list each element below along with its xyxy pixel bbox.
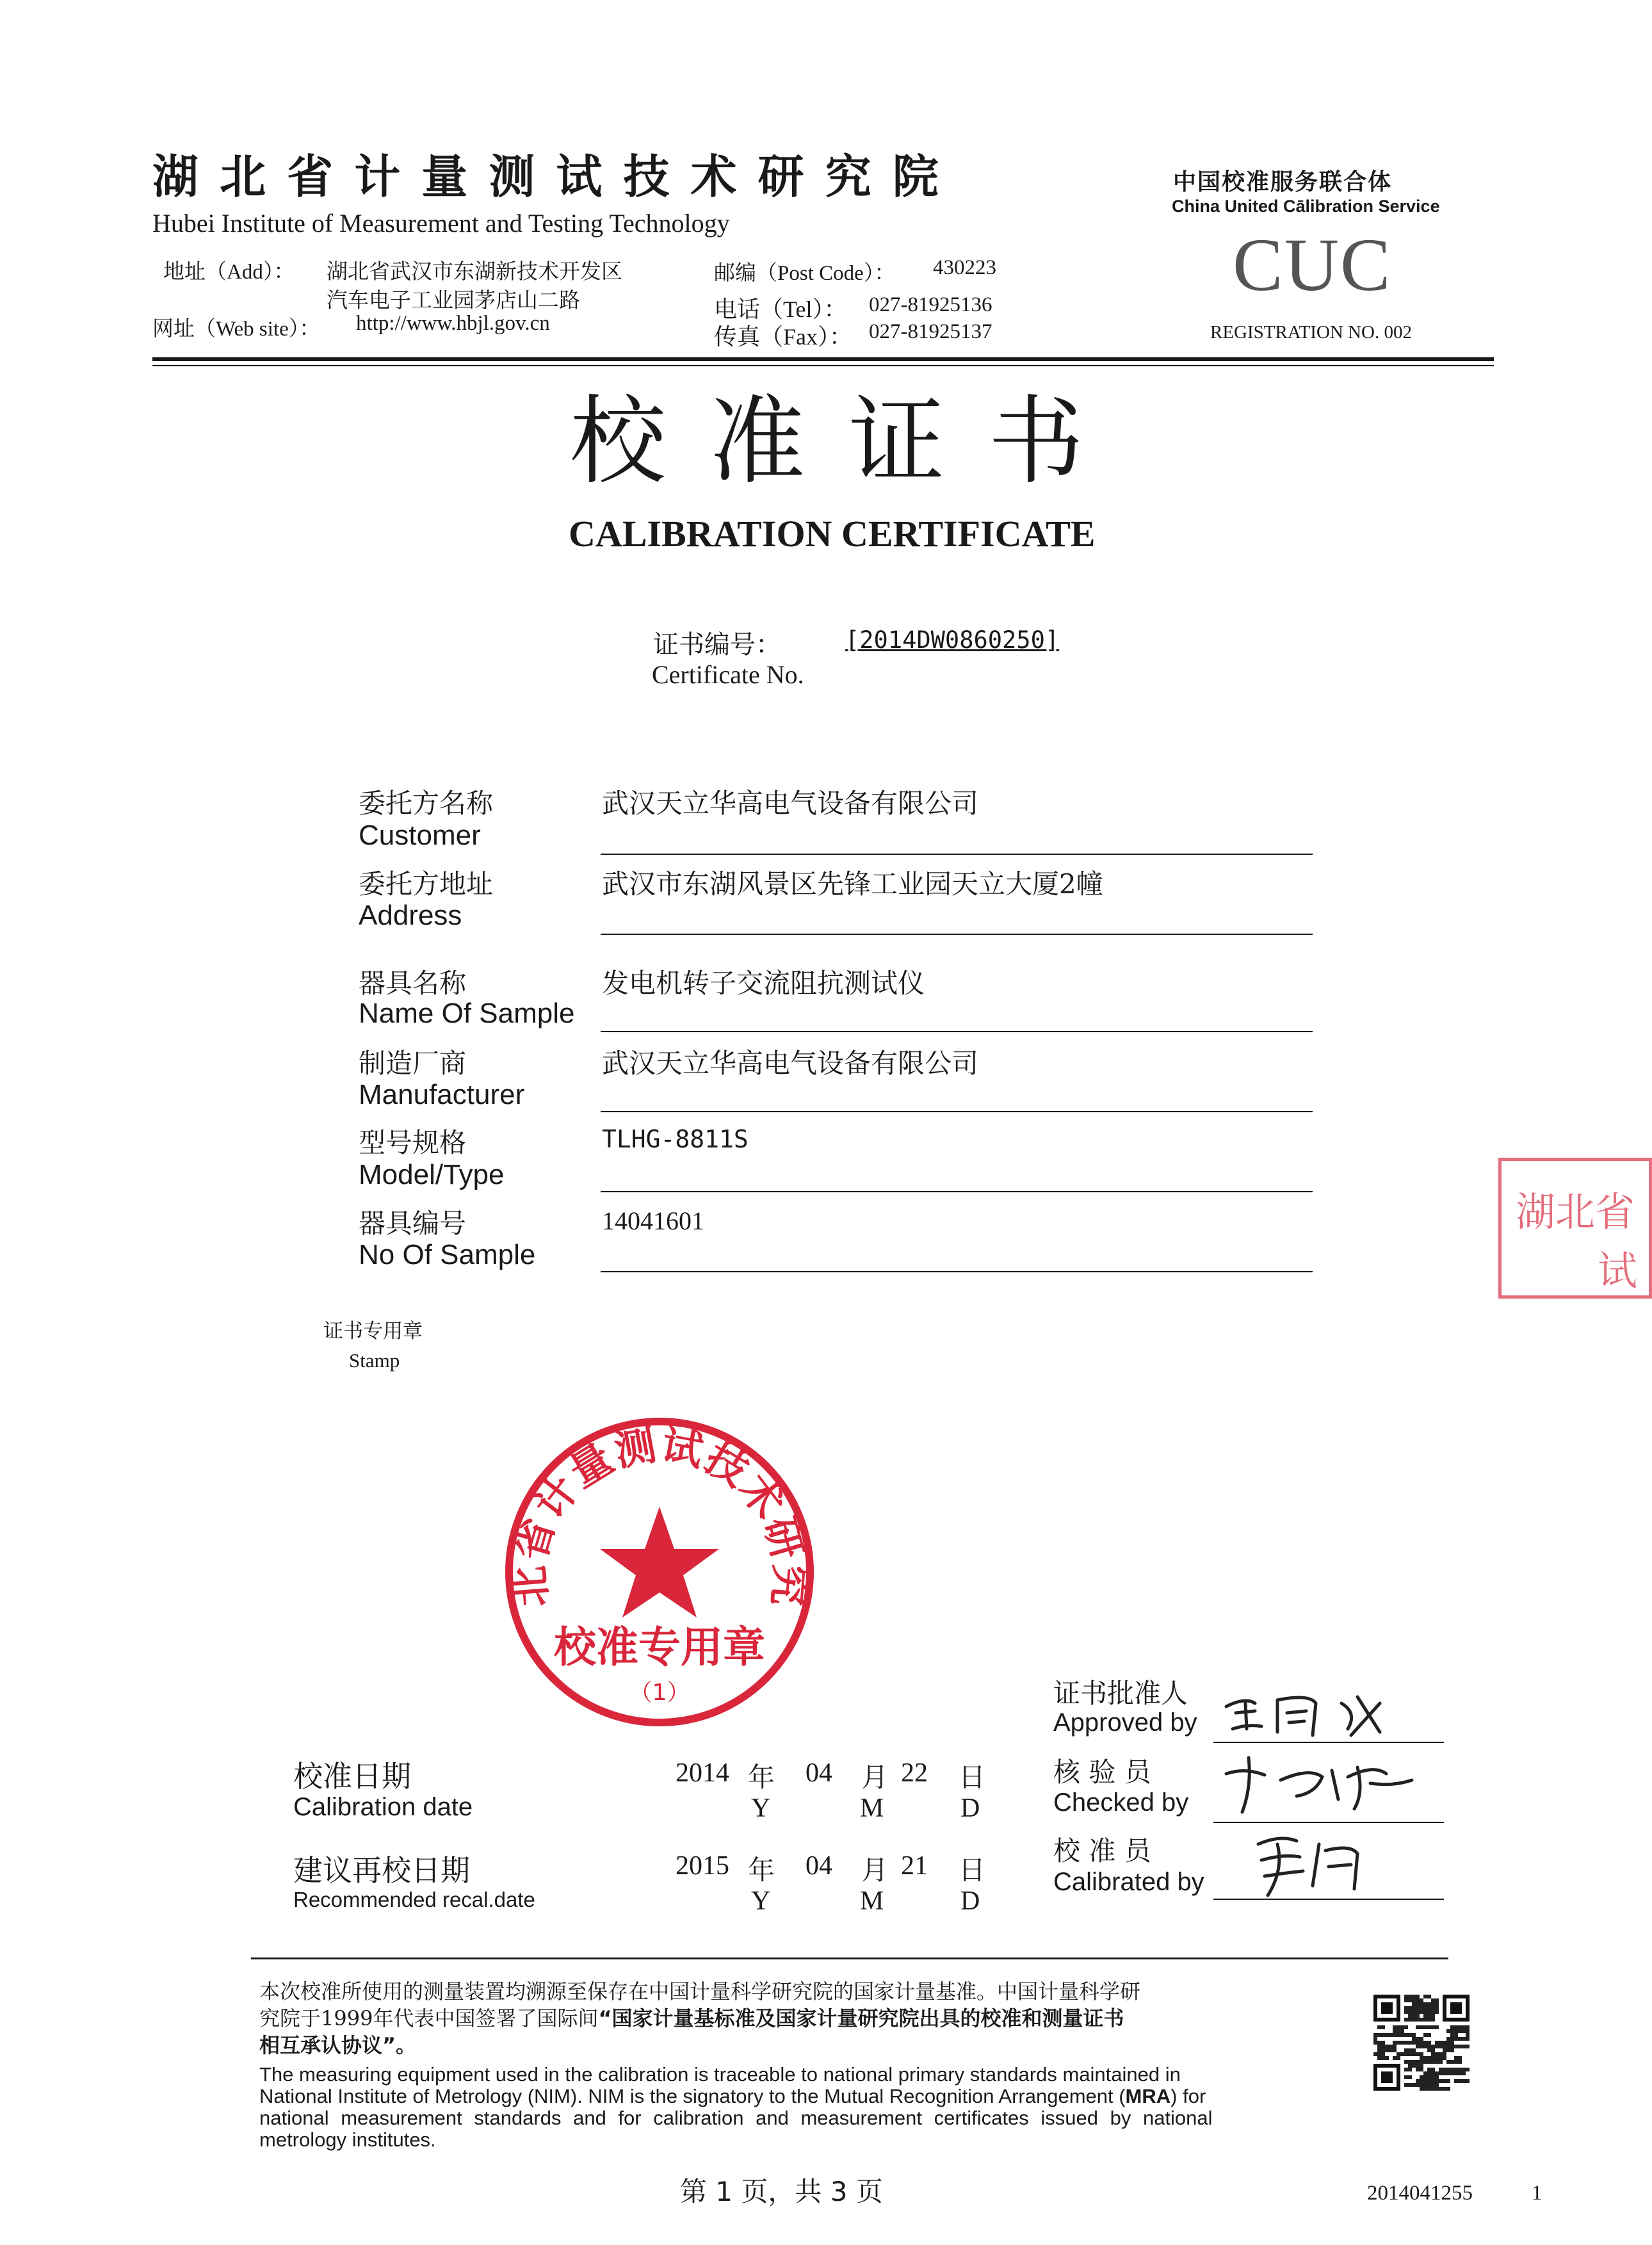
calibrated-by-label-cn: 校 准 员 (1053, 1835, 1151, 1867)
page-info: 第 1 页，共 3 页 (680, 2176, 883, 2207)
checked-by-label-en: Checked by (1053, 1788, 1189, 1817)
address-label-cn: 委托方地址 (359, 868, 494, 900)
customer-value: 武汉天立华高电气设备有限公司 (602, 788, 979, 819)
note-cn-line2-b: “国家计量基标准及国家计量研究院出具的校准和测量证书 (598, 2006, 1124, 2030)
cal-year: 2014 (676, 1758, 729, 1788)
address-label-en: Address (359, 900, 462, 931)
side-stamp-text: 湖北省 (1516, 1188, 1635, 1235)
official-seal (503, 1415, 816, 1729)
address-line2: 汽车电子工业园茅店山二路 (327, 289, 580, 312)
doc-page: 1 (1532, 2182, 1543, 2205)
approved-by-label-en: Approved by (1053, 1708, 1197, 1737)
note-en-line2-c: ) for (1170, 2085, 1206, 2107)
cal-day: 22 (901, 1758, 928, 1788)
note-cn-line2-a: 究院于1999年代表中国签署了国际间 (259, 2006, 599, 2030)
calibrated-by-label-en: Calibrated by (1053, 1868, 1204, 1896)
cal-m: M (860, 1794, 884, 1823)
header-rule-thin (152, 365, 1494, 366)
website-label: 网址（Web site）： (152, 318, 321, 341)
cal-year-cn: 年 (748, 1762, 775, 1793)
recal-y: Y (751, 1886, 771, 1916)
address-underline (601, 934, 1313, 935)
header-rule-thick (152, 357, 1494, 361)
certificate-title-en: CALIBRATION CERTIFICATE (569, 513, 1096, 555)
manufacturer-label-cn: 制造厂商 (359, 1048, 467, 1079)
cal-date-label-en: Calibration date (293, 1793, 473, 1821)
fax-value: 027-81925137 (869, 320, 992, 343)
cuc-name-en: China United Cālibration Service (1172, 197, 1440, 216)
recal-d: D (960, 1886, 980, 1916)
certificate-number: [2014DW0860250] (845, 626, 1060, 654)
recal-day: 21 (901, 1851, 928, 1881)
stamp-label-en: Stamp (349, 1349, 400, 1372)
seal-number: （1） (629, 1680, 690, 1706)
note-cn-line3: 相互承认协议”。 (259, 2033, 417, 2057)
cal-date-label-cn: 校准日期 (293, 1759, 411, 1794)
institute-name-cn: 湖 北 省 计 量 测 试 技 术 研 究 院 (152, 150, 941, 204)
cal-day-cn: 日 (959, 1762, 986, 1793)
manufacturer-value: 武汉天立华高电气设备有限公司 (602, 1048, 979, 1079)
note-en-line4: metrology institutes. (259, 2128, 436, 2151)
website-link[interactable]: http://www.hbjl.gov.cn (356, 312, 550, 335)
postcode-label: 邮编（Post Code）： (714, 262, 896, 285)
fax-label: 传真（Fax）： (714, 324, 853, 350)
stamp-label-cn: 证书专用章 (323, 1320, 423, 1343)
model-underline (601, 1191, 1313, 1192)
manufacturer-label-en: Manufacturer (359, 1079, 525, 1110)
checked-signature-line (1213, 1822, 1444, 1823)
sample-no-value: 14041601 (602, 1206, 704, 1235)
cal-d: D (960, 1794, 980, 1823)
sample-name-underline (601, 1031, 1313, 1032)
recal-m: M (860, 1886, 884, 1916)
seal-ring-text: 北省计量测试技术研究 (506, 1422, 813, 1609)
tel-value: 027-81925136 (869, 293, 992, 316)
customer-label-cn: 委托方名称 (359, 788, 494, 819)
model-label-en: Model/Type (359, 1159, 505, 1190)
postcode-value: 430223 (933, 256, 996, 279)
sample-name-label-cn: 器具名称 (359, 968, 467, 999)
qr-code (1373, 1995, 1470, 2091)
checked-signature (1220, 1748, 1437, 1819)
institute-name-en: Hubei Institute of Measurement and Testing Technology (152, 209, 730, 238)
sample-name-label-en: Name Of Sample (359, 998, 575, 1029)
footer-rule (251, 1957, 1448, 1959)
note-en-line1: The measuring equipment used in the calibration is traceable to national primary standards maintained in (259, 2063, 1181, 2086)
tel-label: 电话（Tel）： (714, 296, 847, 322)
approved-signature-line (1213, 1742, 1444, 1743)
model-value: TLHG-8811S (602, 1125, 749, 1153)
checked-by-label-cn: 核 验 员 (1053, 1756, 1151, 1788)
sample-no-label-cn: 器具编号 (359, 1208, 467, 1239)
calibrated-signature (1249, 1825, 1377, 1902)
seal-star-icon (600, 1507, 719, 1617)
note-cn-line1: 本次校准所使用的测量装置均溯源至保存在中国计量科学研究院的国家计量基准。中国计量科学研 (259, 1979, 1141, 2004)
qr-code-graphic (1373, 1995, 1470, 2091)
recal-date-label-cn: 建议再校日期 (293, 1853, 470, 1888)
address-value: 武汉市东湖风景区先锋工业园天立大厦2幢 (602, 868, 1103, 900)
address-line1: 湖北省武汉市东湖新技术开发区 (327, 261, 622, 284)
cuc-logo: CUC (1233, 223, 1392, 307)
address-label: 地址（Add）： (163, 261, 295, 284)
recal-day-cn: 日 (959, 1854, 986, 1886)
note-en-line3: national measurement standards and for calibration and measurement certificates issued by national (259, 2107, 1213, 2129)
seal-graphic (503, 1415, 816, 1729)
note-en-line2-a: National Institute of Metrology (NIM). NIM is the signatory to the Mutual Recognition Arrangement ( (259, 2085, 1126, 2107)
manufacturer-underline (601, 1111, 1313, 1112)
note-en-mra: MRA (1125, 2085, 1171, 2107)
cal-y: Y (751, 1794, 771, 1823)
note-cn-line2 (259, 2002, 1124, 2032)
cal-month-cn: 月 (861, 1762, 889, 1793)
approved-signature (1220, 1684, 1437, 1742)
cuc-name-cn: 中国校准服务联合体 (1173, 169, 1393, 195)
certificate-no-label-cn: 证书编号： (653, 630, 781, 660)
side-stamp (1498, 1158, 1652, 1299)
recal-date-label-en: Recommended recal.date (293, 1888, 535, 1911)
recal-month-cn: 月 (861, 1854, 889, 1886)
customer-label-en: Customer (359, 820, 481, 851)
recal-year: 2015 (676, 1851, 729, 1881)
sample-name-value: 发电机转子交流阻抗测试仪 (602, 968, 925, 999)
sample-no-underline (601, 1271, 1313, 1272)
customer-underline (601, 854, 1313, 855)
model-label-cn: 型号规格 (359, 1127, 467, 1158)
side-stamp-fragment: 试 (1598, 1247, 1638, 1294)
note-en-line2 (259, 2085, 1206, 2108)
doc-code: 2014041255 (1367, 2182, 1473, 2205)
registration-no: REGISTRATION NO. 002 (1210, 322, 1412, 343)
cal-month: 04 (806, 1758, 832, 1788)
sample-no-label-en: No Of Sample (359, 1239, 536, 1270)
seal-center-text: 校准专用章 (554, 1623, 765, 1672)
approved-by-label-cn: 证书批准人 (1053, 1678, 1188, 1709)
recal-month: 04 (806, 1851, 832, 1881)
certificate-title-cn: 校 准 证 书 (570, 386, 1091, 498)
certificate-no-label-en: Certificate No. (652, 660, 804, 689)
recal-year-cn: 年 (748, 1854, 775, 1886)
